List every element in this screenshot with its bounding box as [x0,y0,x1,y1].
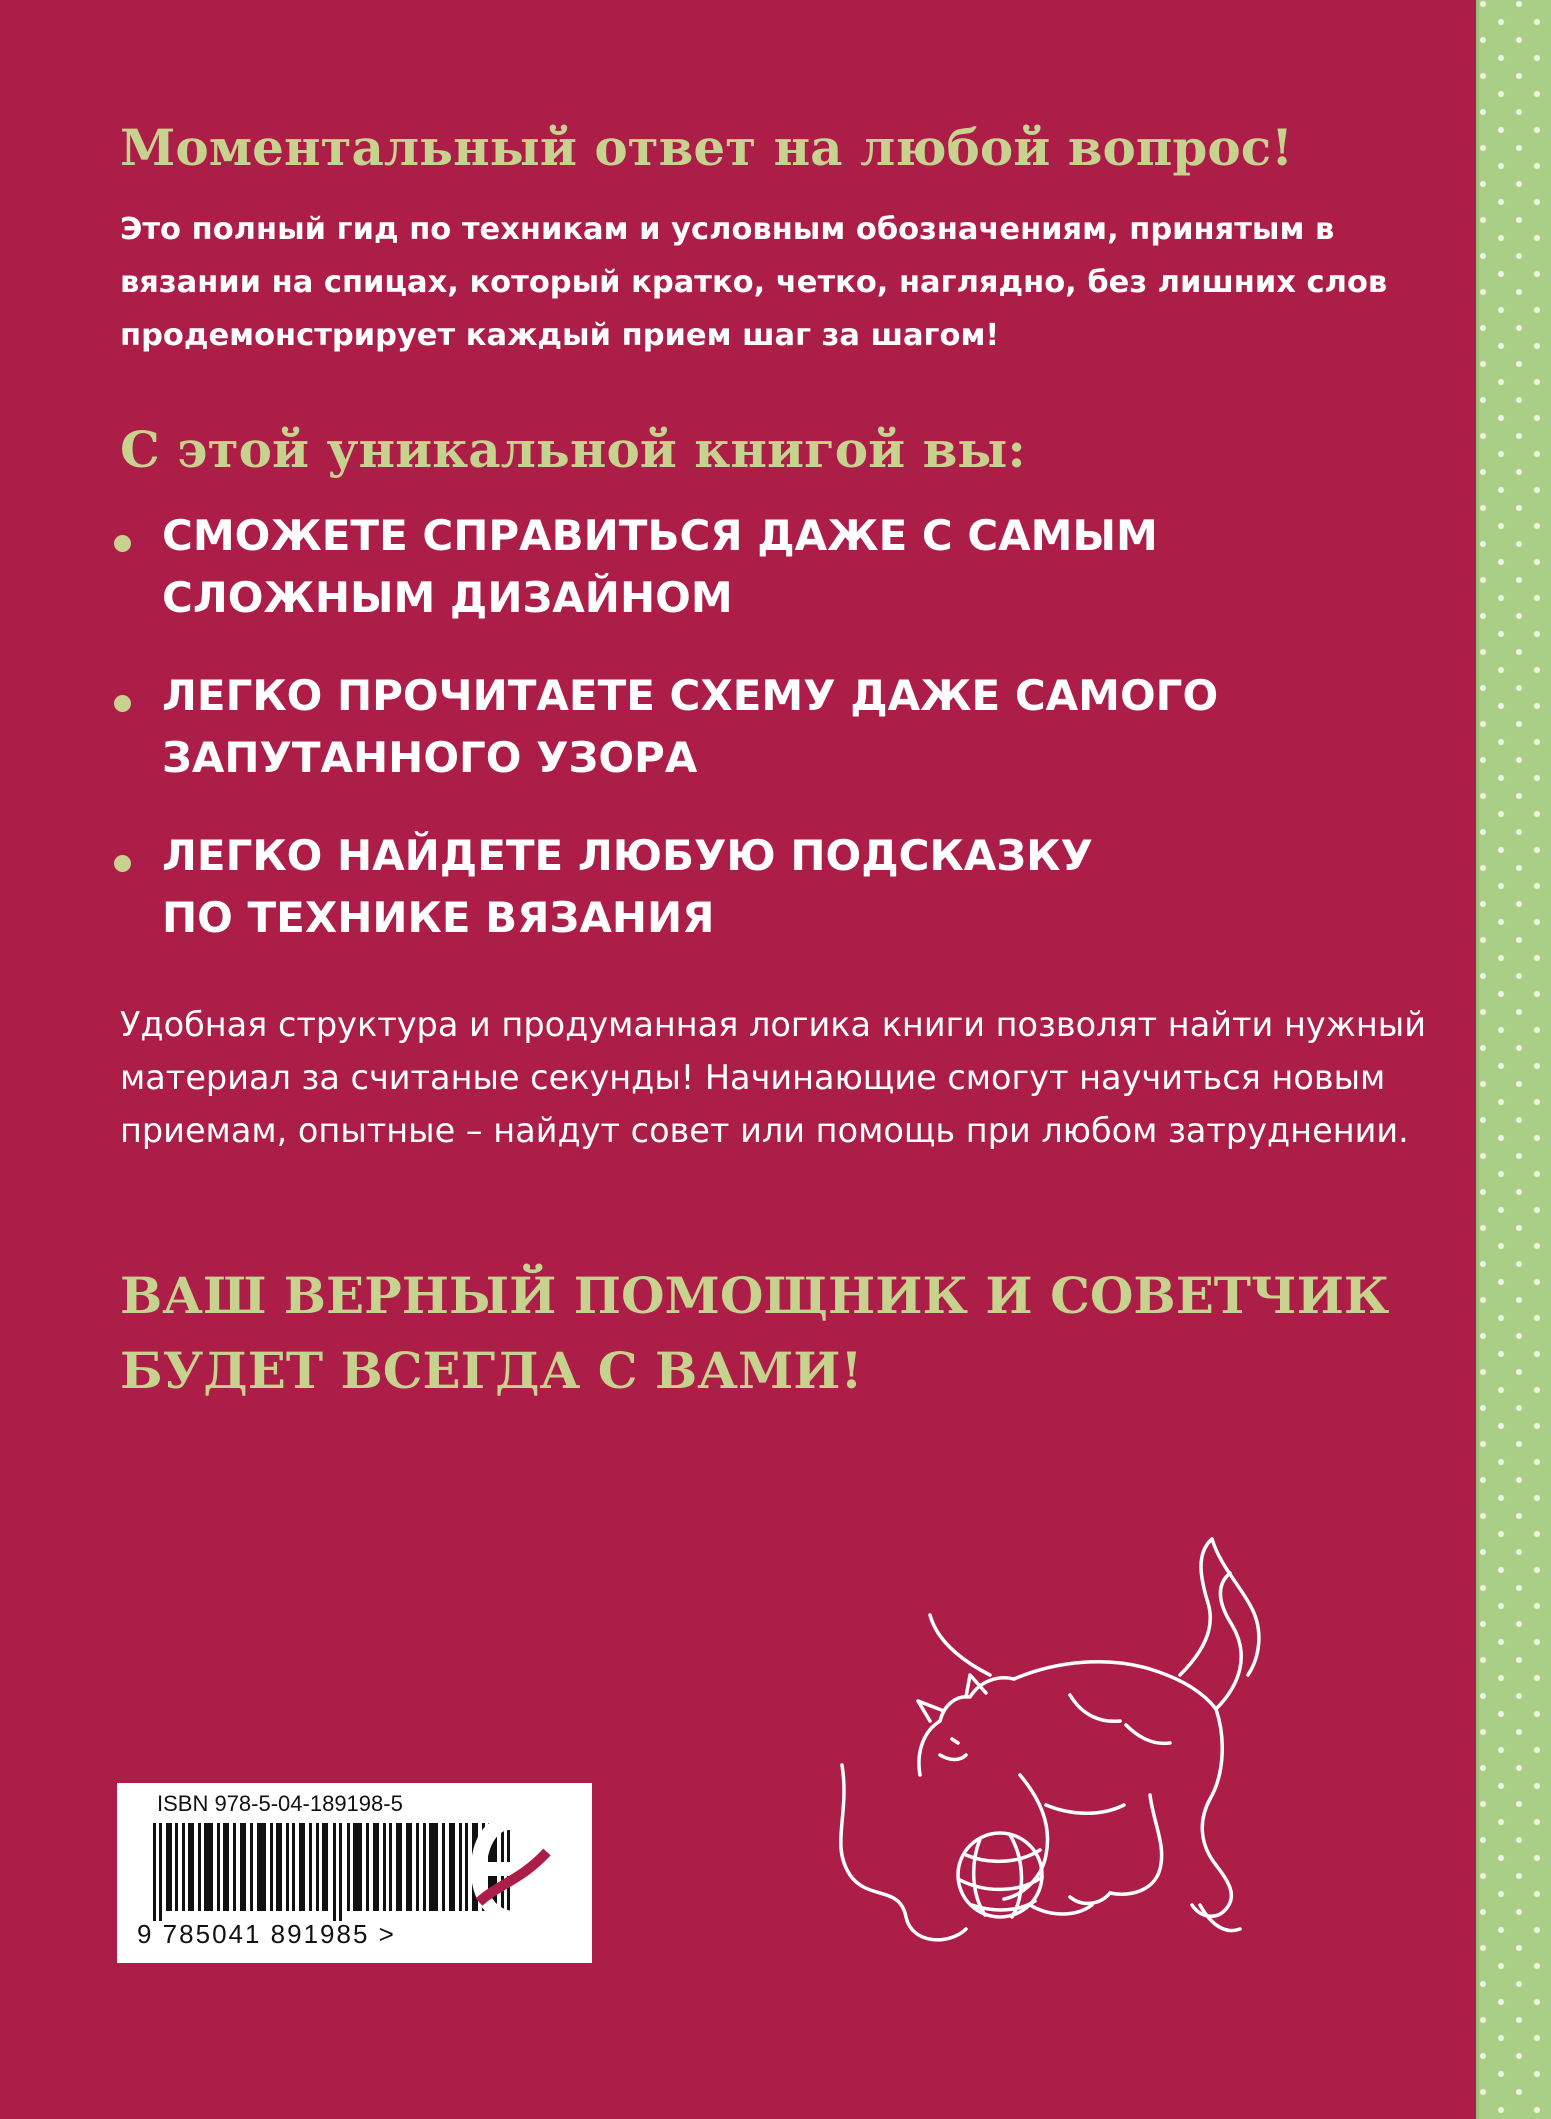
bullet-icon [114,695,131,712]
tagline [120,1258,1389,1408]
subheading: С этой уникальной книгой вы: [120,420,1026,479]
body-text: Удобная структура и продуманная логика книги позволят найти нужный материал за считаные секунды! Начинающие смогут научиться новым приемам, опытные – найдут совет или помощь при любом затруднении. [120,1005,1426,1150]
tagline-line: ВАШ ВЕРНЫЙ ПОМОЩНИК И СОВЕТЧИК [120,1266,1390,1325]
benefit-item [162,505,1262,629]
benefit-line: ЛЕГКО ПРОЧИТАЕТЕ СХЕМУ ДАЖЕ САМОГО [162,671,1219,720]
isbn-text: ISBN 978-5-04-189198-5 [157,1791,403,1816]
barcode-digits: 9 785041 891985 > [137,1919,396,1949]
intro-text: Это полный гид по техникам и условным обозначениям, принятым в вязании на спицах, который кратко, четко, наглядно, без лишних слов продемонстрирует каждый прием шаг за шагом! [120,212,1388,353]
benefit-line: СМОЖЕТЕ СПРАВИТЬСЯ ДАЖЕ С САМЫМ [162,511,1158,560]
tagline-line: БУДЕТ ВСЕГДА С ВАМИ! [120,1341,863,1400]
benefit-item [162,825,1262,949]
bullet-icon [114,855,131,872]
headline: Моментальный ответ на любой вопрос! [120,118,1294,177]
benefit-line: ЛЕГКО НАЙДЕТЕ ЛЮБУЮ ПОДСКАЗКУ [162,831,1093,880]
benefit-item [162,665,1262,789]
benefit-line: СЛОЖНЫМ ДИЗАЙНОМ [162,573,733,622]
spine-pattern [1476,0,1551,2119]
benefit-line: ЗАПУТАННОГО УЗОРА [162,733,698,782]
publisher-logo-icon [465,1810,555,1930]
benefit-line: ПО ТЕХНИКЕ ВЯЗАНИЯ [162,893,715,942]
cat-with-yarn-ball-icon [820,1525,1440,1985]
bullet-icon [114,535,131,552]
